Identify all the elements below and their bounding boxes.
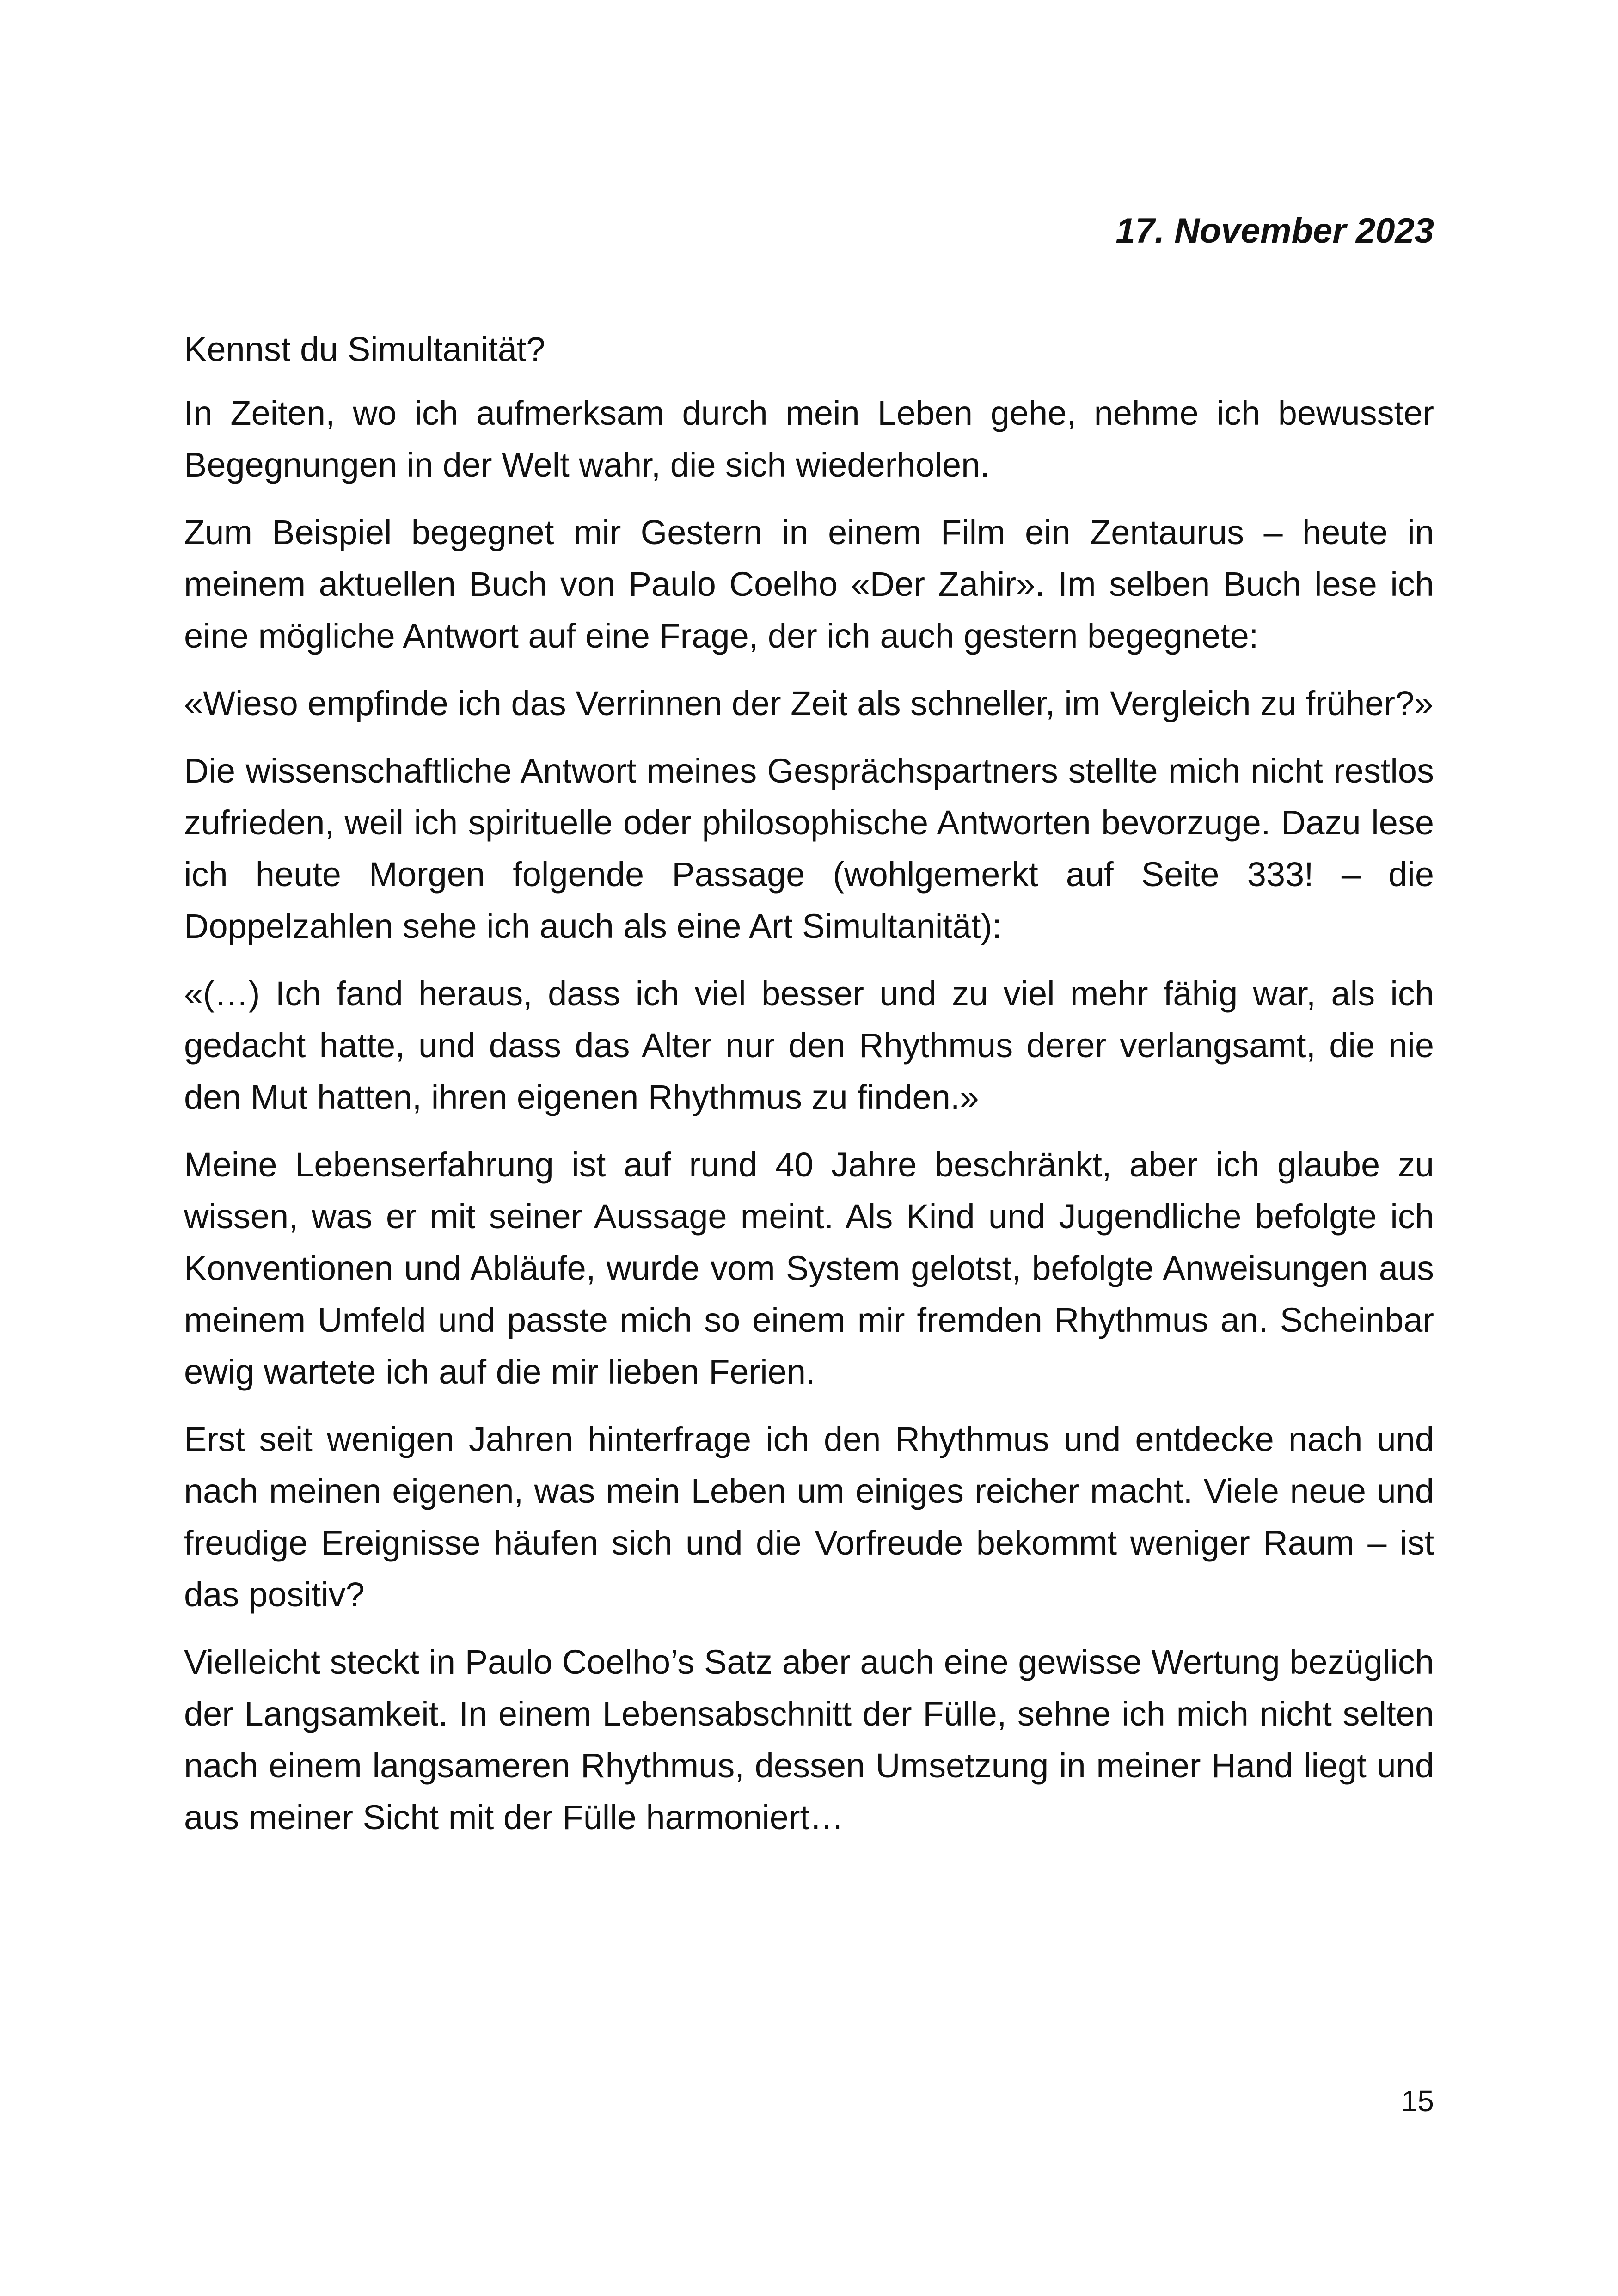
- paragraph-1: Kennst du Simultanität?: [184, 330, 545, 368]
- page-number: 15: [1401, 2084, 1434, 2118]
- paragraph-3: Zum Beispiel begegnet mir Gestern in einem Film ein Zentaurus – heute in meinem aktuellen Buch von Paulo Coelho «Der Zahir». Im selben Buch lese ich eine mögliche Antwort auf eine Frage, der ich auch gestern begegnete:: [184, 513, 1434, 655]
- paragraph-7: Meine Lebenserfahrung ist auf rund 40 Jahre beschränkt, aber ich glaube zu wissen, was er mit seiner Aussage meint. Als Kind und Jugendliche befolgte ich Konventionen und Abläufe, wurde vom System gelotst, befolgte Anweisungen aus meinem Umfeld und passte mich so einem mir fremden Rhythmus an. Scheinbar ewig wartete ich auf die mir lieben Ferien.: [184, 1145, 1434, 1391]
- entry-date: 17. November 2023: [1115, 211, 1434, 251]
- paragraph-9: Vielleicht steckt in Paulo Coelho’s Satz aber auch eine gewisse Wertung bezüglich der Langsamkeit. In einem Lebensabschnitt der Fülle, sehne ich mich nicht selten nach einem langsameren Rhythmus, dessen Umsetzung in meiner Hand liegt und aus meiner Sicht mit der Fülle harmoniert…: [184, 1643, 1434, 1837]
- paragraph-8: Erst seit wenigen Jahren hinterfrage ich den Rhythmus und entdecke nach und nach meinen eigenen, was mein Leben um einiges reicher macht. Viele neue und freudige Ereignisse häufen sich und die Vorfreude bekommt weniger Raum – ist das positiv?: [184, 1420, 1434, 1614]
- paragraph-6: «(…) Ich fand heraus, dass ich viel besser und zu viel mehr fähig war, als ich gedacht hatte, und dass das Alter nur den Rhythmus derer verlangsamt, die nie den Mut hatten, ihren eigenen Rhythmus zu finden.»: [184, 974, 1434, 1116]
- paragraph-4: «Wieso empfinde ich das Verrinnen der Zeit als schneller, im Vergleich zu früher?»: [184, 684, 1434, 722]
- paragraph-2: In Zeiten, wo ich aufmerksam durch mein Leben gehe, nehme ich bewusster Begegnungen in der Welt wahr, die sich wiederholen.: [184, 394, 1434, 484]
- paragraph-5: Die wissenschaftliche Antwort meines Gesprächspartners stellte mich nicht restlos zufrieden, weil ich spirituelle oder philosophische Antworten bevorzuge. Dazu lese ich heute Morgen folgende Passage (wohlgemerkt auf Seite 333! – die Doppelzahlen sehe ich auch als eine Art Simultanität):: [184, 752, 1434, 945]
- body-text: [184, 324, 1434, 1859]
